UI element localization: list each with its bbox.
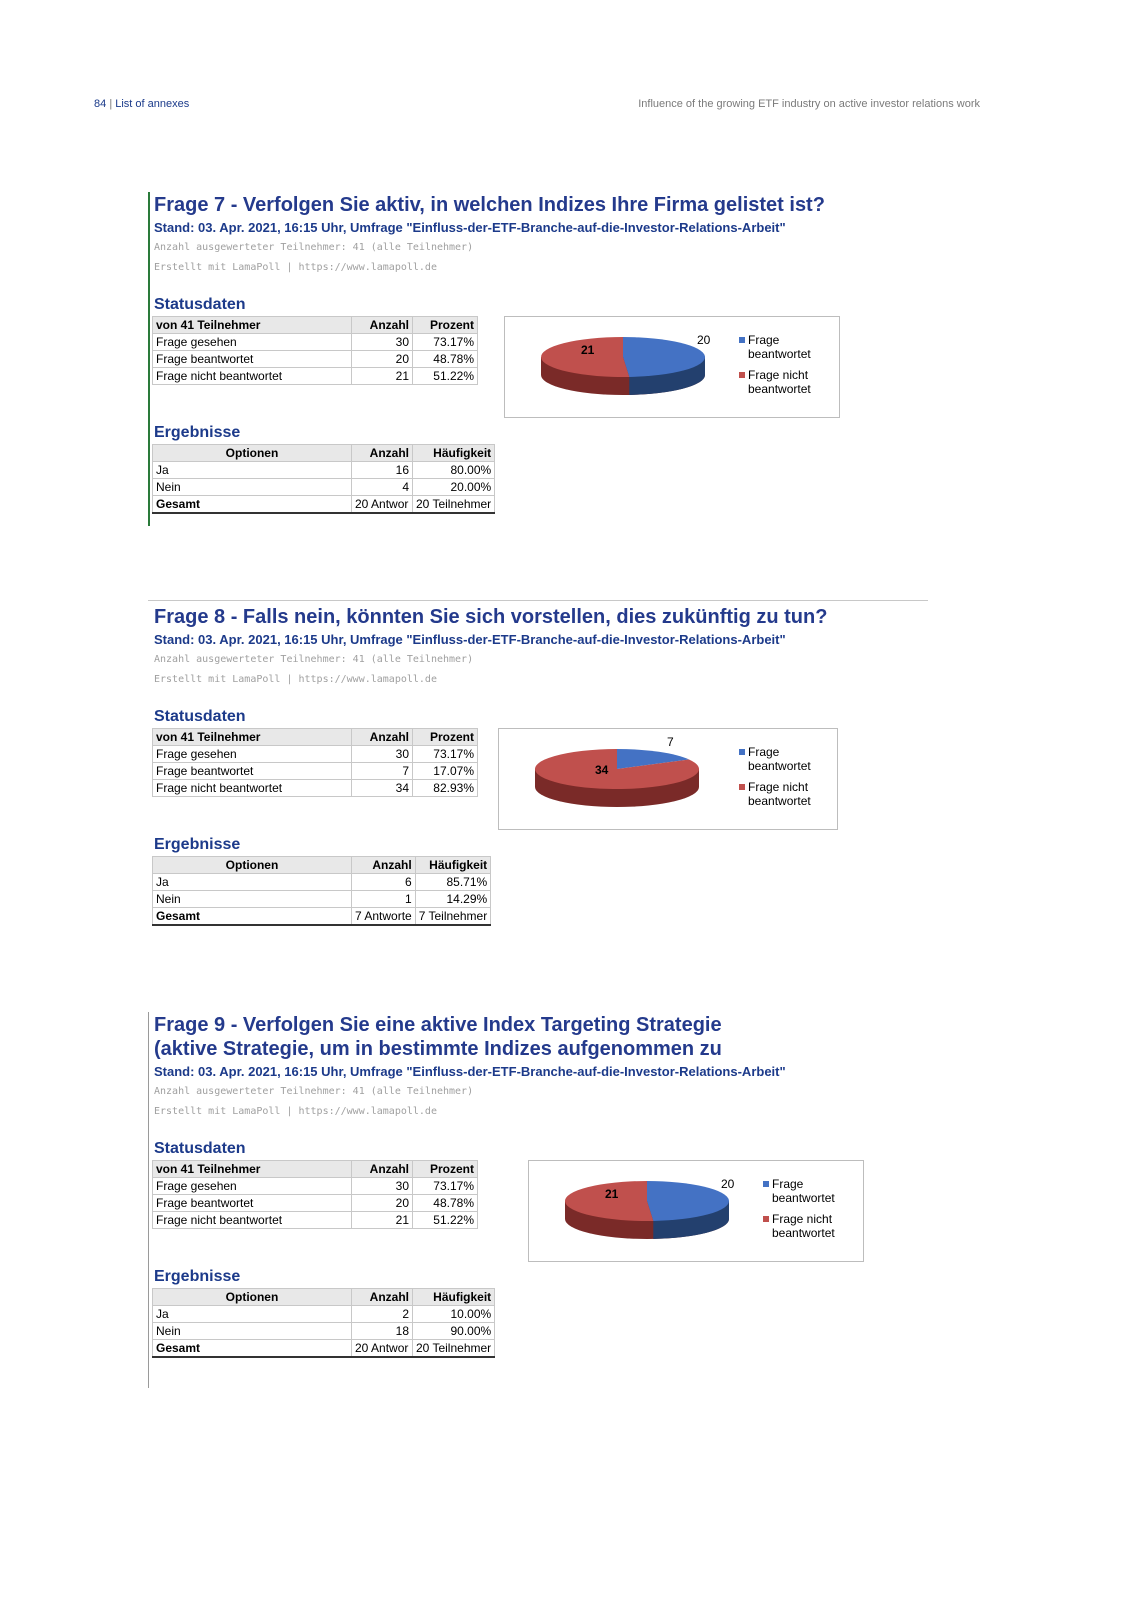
total-row [153,908,491,926]
chart-legend [763,1177,852,1247]
header-document-title: Influence of the growing ETF industry on active investor relations work [638,98,980,110]
header-cell: Häufigkeit [413,445,495,462]
section-marker-bar [148,192,150,526]
participant-count: Anzahl ausgewerteter Teilnehmer: 41 (alle Teilnehmer) [154,242,474,253]
table-row [153,874,491,891]
option-count: 1 [352,891,416,908]
total-label: Gesamt [153,908,352,926]
option-count: 18 [352,1323,413,1340]
status-heading: Statusdaten [154,708,246,725]
participant-count: Anzahl ausgewerteter Teilnehmer: 41 (alle Teilnehmer) [154,654,474,665]
header-section: List of annexes [115,98,190,110]
table-row [153,780,478,797]
header-cell: von 41 Teilnehmer [153,1161,352,1178]
legend-label: Frage nicht beantwortet [748,780,811,808]
total-label: Gesamt [153,1340,352,1358]
option-count: 2 [352,1306,413,1323]
row-percent: 73.17% [413,1178,478,1195]
pie-chart [498,728,838,830]
option-frequency: 14.29% [415,891,490,908]
results-heading: Ergebnisse [154,424,241,441]
table-row [153,1323,495,1340]
option-frequency: 90.00% [413,1323,495,1340]
header-cell: Anzahl [352,1289,413,1306]
row-percent: 51.22% [413,1212,478,1229]
question-8-section [148,604,938,944]
row-percent: 51.22% [413,368,478,385]
row-count: 34 [352,780,413,797]
header-cell: Anzahl [352,317,413,334]
table-header-row [153,317,478,334]
legend-label: Frage beantwortet [748,745,811,773]
option-frequency: 80.00% [413,462,495,479]
row-label: Frage nicht beantwortet [153,368,352,385]
table-header-row [153,857,491,874]
table-header-row [153,1289,495,1306]
header-left [94,98,189,110]
header-separator: | [109,98,113,110]
question-title: Frage 9 - Verfolgen Sie eine aktive Index Targeting Strategie [154,1014,722,1036]
question-title: Frage 8 - Falls nein, könnten Sie sich vorstellen, dies zukünftig zu tun? [154,606,828,628]
pie-data-label-blue: 7 [667,735,674,749]
table-row [153,1195,478,1212]
section-marker-bar [148,1012,149,1388]
results-heading: Ergebnisse [154,1268,241,1285]
row-count: 7 [352,763,413,780]
total-row [153,1340,495,1358]
chart-legend [739,333,828,403]
results-table [152,1288,495,1358]
row-percent: 48.78% [413,351,478,368]
row-label: Frage beantwortet [153,1195,352,1212]
row-percent: 82.93% [413,780,478,797]
table-header-row [153,1161,478,1178]
option-count: 4 [352,479,413,496]
legend-swatch-red [763,1216,769,1222]
header-cell: Prozent [413,729,478,746]
created-with: Erstellt mit LamaPoll | https://www.lamapoll.de [154,1106,437,1117]
page-header [94,98,980,114]
pie-chart [504,316,840,418]
table-row [153,1212,478,1229]
legend-swatch-blue [763,1181,769,1187]
option-label: Ja [153,874,352,891]
header-cell: von 41 Teilnehmer [153,317,352,334]
table-row [153,763,478,780]
pie-data-label-red: 21 [605,1187,619,1201]
pie-data-label-red: 21 [581,343,595,357]
results-heading: Ergebnisse [154,836,241,853]
status-table [152,1160,478,1229]
chart-legend [739,745,828,815]
total-participants: 7 Teilnehmer [415,908,490,926]
row-count: 20 [352,1195,413,1212]
pie-data-label-red: 34 [595,763,609,777]
results-table [152,444,495,514]
survey-stand: Stand: 03. Apr. 2021, 16:15 Uhr, Umfrage "Einfluss-der-ETF-Branche-auf-die-Investor-Relations-Arbeit" [154,1064,786,1079]
legend-label: Frage beantwortet [772,1177,835,1205]
row-label: Frage gesehen [153,1178,352,1195]
row-label: Frage gesehen [153,334,352,351]
status-heading: Statusdaten [154,1140,246,1157]
created-with: Erstellt mit LamaPoll | https://www.lamapoll.de [154,674,437,685]
legend-item [739,745,828,773]
legend-item [739,780,828,808]
header-cell: Optionen [153,857,352,874]
legend-item [763,1212,852,1240]
table-row [153,1306,495,1323]
survey-stand: Stand: 03. Apr. 2021, 16:15 Uhr, Umfrage "Einfluss-der-ETF-Branche-auf-die-Investor-Relations-Arbeit" [154,220,786,235]
legend-item [739,368,828,396]
header-cell: Optionen [153,445,352,462]
total-answers: 20 Antwor [352,1340,413,1358]
survey-stand: Stand: 03. Apr. 2021, 16:15 Uhr, Umfrage "Einfluss-der-ETF-Branche-auf-die-Investor-Relations-Arbeit" [154,632,786,647]
table-row [153,1178,478,1195]
status-table [152,728,478,797]
row-count: 21 [352,1212,413,1229]
row-label: Frage beantwortet [153,351,352,368]
header-cell: Prozent [413,317,478,334]
legend-swatch-red [739,372,745,378]
row-percent: 17.07% [413,763,478,780]
header-cell: Anzahl [352,857,416,874]
question-title: Frage 7 - Verfolgen Sie aktiv, in welchen Indizes Ihre Firma gelistet ist? [154,194,825,216]
total-row [153,496,495,514]
header-cell: Häufigkeit [415,857,490,874]
participant-count: Anzahl ausgewerteter Teilnehmer: 41 (alle Teilnehmer) [154,1086,474,1097]
row-label: Frage nicht beantwortet [153,1212,352,1229]
option-count: 6 [352,874,416,891]
table-row [153,891,491,908]
option-frequency: 85.71% [415,874,490,891]
row-label: Frage beantwortet [153,763,352,780]
question-7-section [148,192,938,532]
option-label: Ja [153,1306,352,1323]
legend-swatch-blue [739,749,745,755]
header-cell: Anzahl [352,729,413,746]
results-table [152,856,491,926]
row-percent: 48.78% [413,1195,478,1212]
option-label: Nein [153,891,352,908]
row-label: Frage nicht beantwortet [153,780,352,797]
legend-item [763,1177,852,1205]
table-row [153,368,478,385]
status-heading: Statusdaten [154,296,246,313]
row-percent: 73.17% [413,746,478,763]
status-table [152,316,478,385]
table-row [153,351,478,368]
section-divider [148,600,928,601]
question-title-continued: (aktive Strategie, um in bestimmte Indizes aufgenommen zu [154,1038,722,1060]
header-cell: Anzahl [352,1161,413,1178]
table-row [153,479,495,496]
total-answers: 7 Antworte [352,908,416,926]
table-header-row [153,729,478,746]
table-row [153,334,478,351]
row-percent: 73.17% [413,334,478,351]
header-cell: Häufigkeit [413,1289,495,1306]
legend-item [739,333,828,361]
pie-chart [528,1160,864,1262]
option-frequency: 10.00% [413,1306,495,1323]
legend-label: Frage nicht beantwortet [772,1212,835,1240]
created-with: Erstellt mit LamaPoll | https://www.lamapoll.de [154,262,437,273]
question-9-section [148,1012,938,1392]
header-cell: Optionen [153,1289,352,1306]
option-label: Ja [153,462,352,479]
legend-label: Frage beantwortet [748,333,811,361]
legend-label: Frage nicht beantwortet [748,368,811,396]
total-label: Gesamt [153,496,352,514]
row-count: 21 [352,368,413,385]
row-count: 30 [352,334,413,351]
row-label: Frage gesehen [153,746,352,763]
header-cell: von 41 Teilnehmer [153,729,352,746]
row-count: 30 [352,746,413,763]
pie-data-label-blue: 20 [697,333,711,347]
option-count: 16 [352,462,413,479]
total-participants: 20 Teilnehmer [413,1340,495,1358]
total-answers: 20 Antwor [352,496,413,514]
total-participants: 20 Teilnehmer [413,496,495,514]
pie-data-label-blue: 20 [721,1177,735,1191]
header-cell: Prozent [413,1161,478,1178]
row-count: 20 [352,351,413,368]
table-row [153,462,495,479]
option-frequency: 20.00% [413,479,495,496]
table-header-row [153,445,495,462]
row-count: 30 [352,1178,413,1195]
option-label: Nein [153,1323,352,1340]
header-cell: Anzahl [352,445,413,462]
page-number: 84 [94,98,107,110]
legend-swatch-blue [739,337,745,343]
option-label: Nein [153,479,352,496]
legend-swatch-red [739,784,745,790]
table-row [153,746,478,763]
